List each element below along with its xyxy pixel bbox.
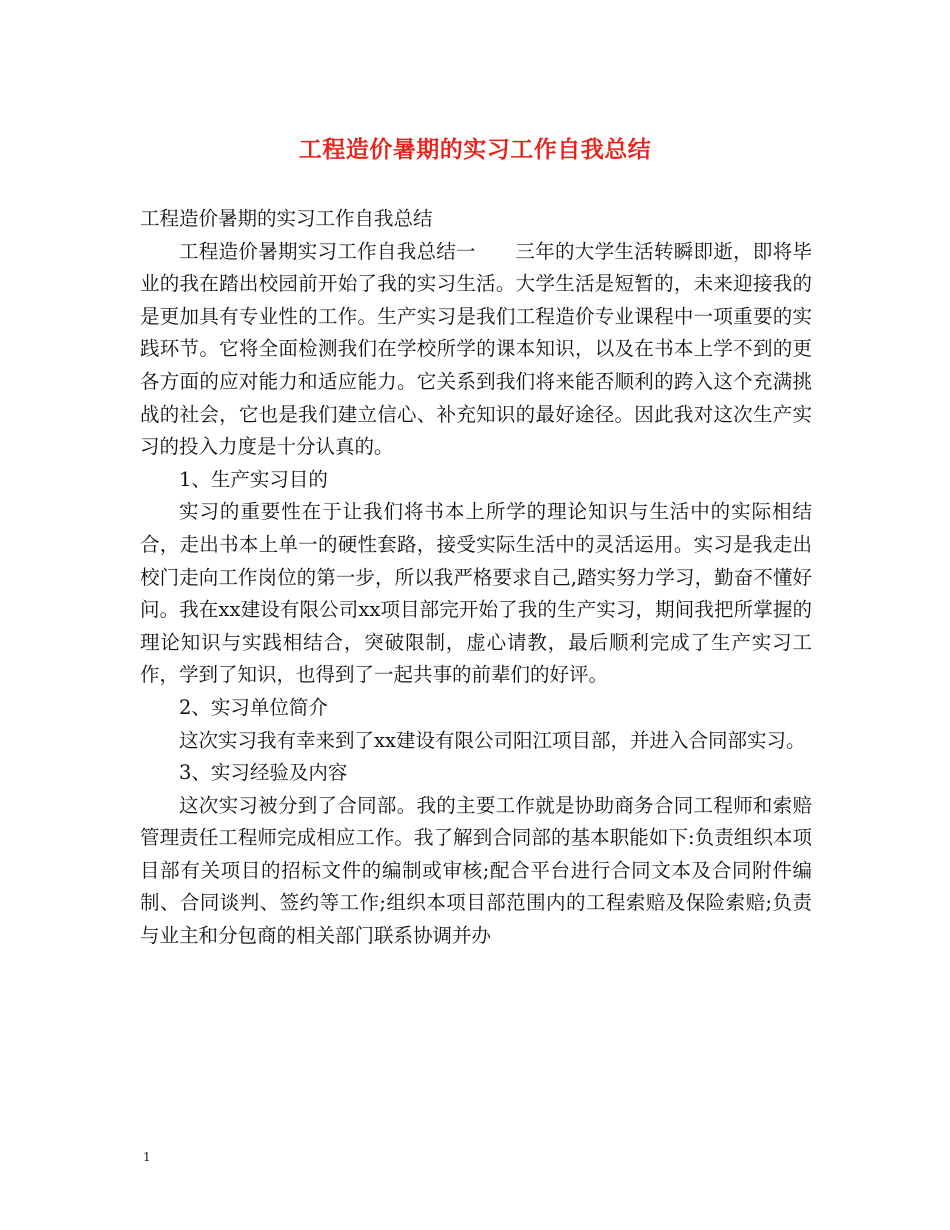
section-heading-content: 3、实习经验及内容: [179, 761, 348, 785]
document-body: [140, 203, 812, 953]
paragraph-heading: 工程造价暑期的实习工作自我总结: [140, 207, 433, 230]
document-title: 工程造价暑期的实习工作自我总结: [298, 136, 652, 163]
section-heading-company: 2、实习单位简介: [179, 695, 328, 719]
paragraph-company: 这次实习我有幸来到了xx建设有限公司阳江项目部，并进入合同部实习。: [179, 728, 806, 752]
section-heading-purpose: 1、生产实习目的: [179, 467, 328, 491]
paragraph-purpose: 实习的重要性在于让我们将书本上所学的理论知识与生活中的实际相结合，走出书本上单一的硬性套路，接受实际生活中的灵活运用。实习是我走出校门走向工作岗位的第一步，所以我严格要求自己,踏实努力学习，勤奋不懂好问。我在xx建设有限公司xx项目部完开始了我的生产实习，期间我把所掌握的理论知识与实践相结合，突破限制，虚心请教，最后顺利完成了生产实习工作，学到了知识，也得到了一起共事的前辈们的好评。: [140, 500, 812, 687]
page-number: 1: [143, 1150, 151, 1164]
paragraph-intro: 工程造价暑期实习工作自我总结一 三年的大学生活转瞬即逝，即将毕业的我在踏出校园前开始了我的实习生活。大学生活是短暂的，未来迎接我的是更加具有专业性的工作。生产实习是我们工程造价专业课程中一项重要的实践环节。它将全面检测我们在学校所学的课本知识，以及在书本上学不到的更各方面的应对能力和适应能力。它关系到我们将来能否顺利的跨入这个充满挑战的社会，它也是我们建立信心、补充知识的最好途径。因此我对这次生产实习的投入力度是十分认真的。: [140, 239, 812, 459]
paragraph-content: 这次实习被分到了合同部。我的主要工作就是协助商务合同工程师和索赔管理责任工程师完成相应工作。我了解到合同部的基本职能如下:负责组织本项目部有关项目的招标文件的编制或审核;配合平台进行合同文本及合同附件编制、合同谈判、签约等工作;组织本项目部范围内的工程索赔及保险索赔;负责与业主和分包商的相关部门联系协调并办: [140, 793, 812, 948]
